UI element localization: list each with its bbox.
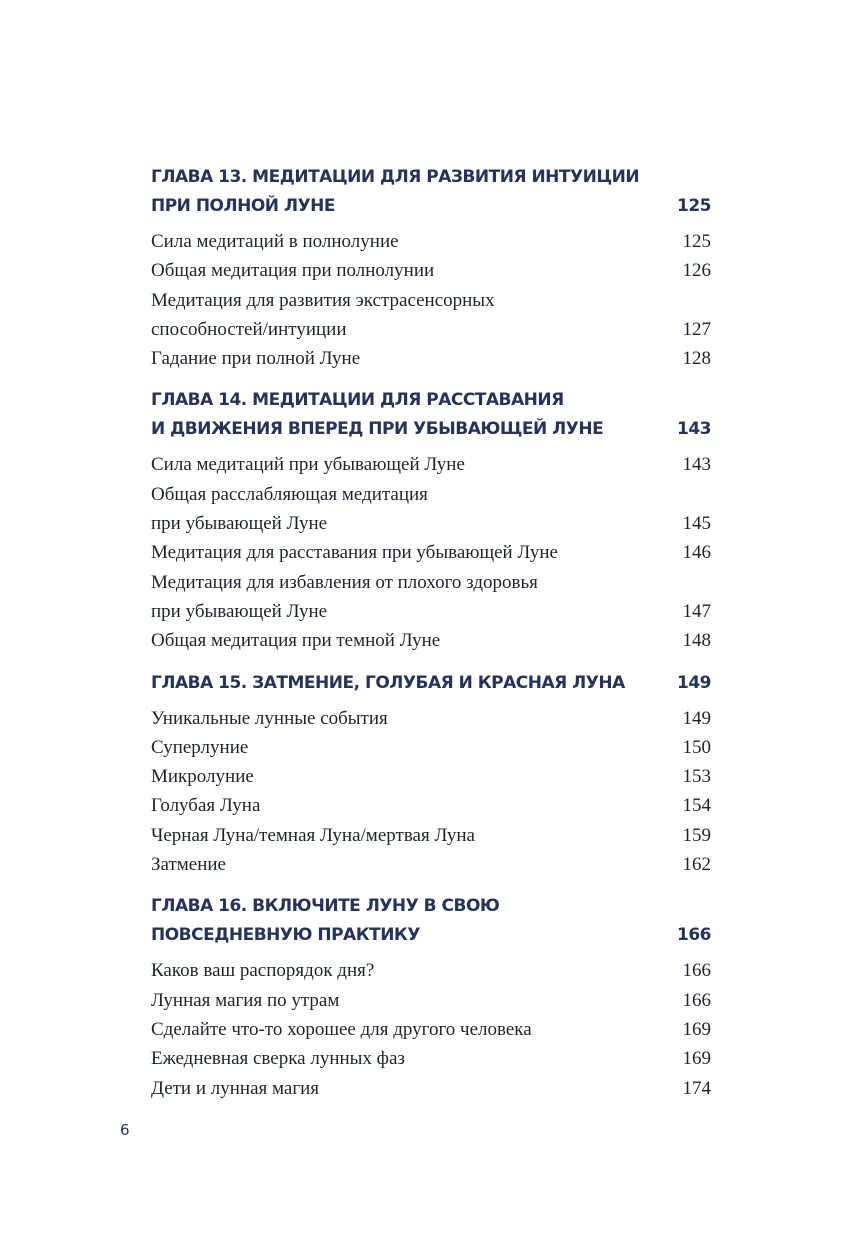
- entry-title-line: Медитация для избавления от плохого здоровья: [151, 571, 538, 593]
- toc-entry: [151, 986, 711, 1015]
- entry-page-number: 153: [682, 766, 711, 788]
- toc-entry: [151, 538, 711, 567]
- toc-entry: [151, 626, 711, 655]
- entry-page-number: 154: [682, 795, 711, 817]
- entry-page-number: 166: [682, 989, 711, 1011]
- entry-title-line: Общая расслабляющая медитация: [151, 483, 428, 505]
- entry-title-line: Медитация для расставания при убывающей Луне: [151, 542, 558, 564]
- entry-title-line: Затмение: [151, 854, 226, 876]
- entry-page-number: 149: [682, 707, 711, 729]
- toc-entry: [151, 956, 711, 985]
- toc-entry: [151, 821, 711, 850]
- entry-title-line: способностей/интуиции: [151, 318, 347, 340]
- entry-title-line: Черная Луна/темная Луна/мертвая Луна: [151, 824, 475, 846]
- toc-chapter: [151, 163, 711, 373]
- toc-chapter: [151, 669, 711, 880]
- entry-page-number: 128: [682, 348, 711, 370]
- entry-title-line: Дети и лунная магия: [151, 1077, 320, 1099]
- entry-title-line: Сила медитаций в полнолуние: [151, 231, 399, 252]
- chapter-title-line: ГЛАВА 13. МЕДИТАЦИИ ДЛЯ РАЗВИТИЯ ИНТУИЦИИ: [151, 167, 640, 187]
- toc-entry: [151, 450, 711, 479]
- entry-title-line: Каков ваш распорядок дня?: [151, 960, 375, 982]
- entry-page-number: 159: [682, 824, 711, 846]
- toc-entry: [151, 480, 711, 539]
- chapter-title-line: ПРИ ПОЛНОЙ ЛУНЕ: [151, 196, 336, 216]
- chapter-page-number: 143: [677, 419, 711, 440]
- entry-title-line: Уникальные лунные события: [151, 707, 388, 729]
- toc-entry: [151, 762, 711, 791]
- entry-title-line: Общая медитация при полнолунии: [151, 260, 435, 282]
- toc-entry: [151, 791, 711, 820]
- toc-entry: [151, 344, 711, 373]
- toc-chapter: [151, 892, 711, 1102]
- entry-page-number: 146: [682, 542, 711, 564]
- chapter-page-number: 149: [677, 672, 711, 693]
- table-of-contents: [151, 163, 711, 1116]
- chapter-page-number: 166: [677, 925, 711, 946]
- page-number: 6: [120, 1121, 130, 1139]
- chapter-title-line: И ДВИЖЕНИЯ ВПЕРЕД ПРИ УБЫВАЮЩЕЙ ЛУНЕ: [151, 419, 604, 440]
- entry-page-number: 126: [682, 260, 711, 282]
- chapter-page-number: 125: [677, 196, 711, 216]
- toc-entry: [151, 733, 711, 762]
- chapter-heading: [151, 892, 711, 950]
- entry-page-number: 162: [682, 854, 711, 876]
- entry-page-number: 143: [682, 454, 711, 476]
- entry-page-number: 169: [682, 1018, 711, 1040]
- chapter-title-line: ГЛАВА 14. МЕДИТАЦИИ ДЛЯ РАССТАВАНИЯ: [151, 390, 564, 411]
- toc-entry: [151, 850, 711, 879]
- chapter-heading: [151, 163, 711, 221]
- entry-title-line: Сила медитаций при убывающей Луне: [151, 454, 465, 476]
- entry-title-line: Микролуние: [151, 766, 254, 788]
- entry-title-line: Сделайте что-то хорошее для другого человека: [151, 1018, 532, 1040]
- toc-entry: [151, 227, 711, 256]
- entry-page-number: 147: [682, 600, 711, 622]
- entry-title-line: Общая медитация при темной Луне: [151, 630, 441, 652]
- entry-title-line: Голубая Луна: [151, 795, 261, 817]
- entry-page-number: 174: [682, 1077, 711, 1099]
- toc-entry: [151, 286, 711, 345]
- chapter-title-line: ГЛАВА 16. ВКЛЮЧИТЕ ЛУНУ В СВОЮ: [151, 896, 500, 917]
- chapter-title-line: ГЛАВА 15. ЗАТМЕНИЕ, ГОЛУБАЯ И КРАСНАЯ ЛУНА: [151, 672, 625, 693]
- chapter-heading: [151, 669, 711, 698]
- entry-title-line: Медитация для развития экстрасенсорных: [151, 289, 495, 311]
- entry-title-line: при убывающей Луне: [151, 513, 328, 535]
- chapter-title-line: ПОВСЕДНЕВНУЮ ПРАКТИКУ: [151, 925, 420, 946]
- entry-page-number: 150: [682, 736, 711, 758]
- entry-page-number: 127: [682, 318, 711, 340]
- entry-page-number: 145: [682, 513, 711, 535]
- entry-title-line: Ежедневная сверка лунных фаз: [151, 1048, 405, 1070]
- toc-entry: [151, 1044, 711, 1073]
- entry-page-number: 148: [682, 630, 711, 652]
- entry-title-line: Гадание при полной Луне: [151, 348, 361, 370]
- toc-entry: [151, 1015, 711, 1044]
- toc-entry: [151, 256, 711, 285]
- toc-entry: [151, 568, 711, 627]
- entry-title-line: Суперлуние: [151, 736, 249, 758]
- entry-page-number: 125: [682, 231, 711, 252]
- entry-title-line: Лунная магия по утрам: [151, 989, 340, 1011]
- entry-title-line: при убывающей Луне: [151, 600, 328, 622]
- toc-entry: [151, 704, 711, 733]
- entry-page-number: 166: [682, 960, 711, 982]
- toc-entry: [151, 1074, 711, 1103]
- toc-chapter: [151, 386, 711, 655]
- entry-page-number: 169: [682, 1048, 711, 1070]
- chapter-heading: [151, 386, 711, 444]
